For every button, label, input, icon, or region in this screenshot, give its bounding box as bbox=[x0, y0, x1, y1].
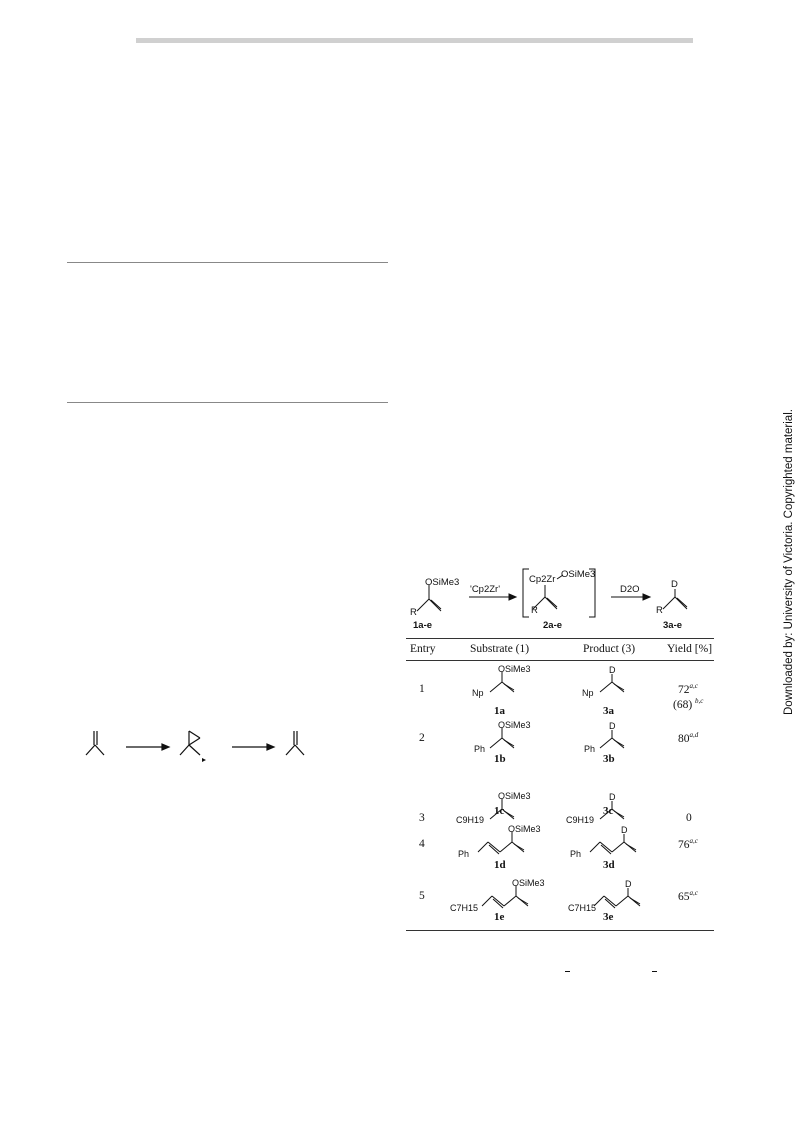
row3-product-label: 3c bbox=[603, 805, 614, 817]
inter-group: OSiMe3 bbox=[561, 569, 596, 580]
copyright-side-note: Downloaded by: University of Victoria. Copyrighted material. bbox=[783, 409, 795, 715]
row5-substrate-label: 1e bbox=[494, 911, 505, 923]
row3-entry: 3 bbox=[419, 812, 425, 824]
product-r: R bbox=[656, 605, 663, 616]
inter-r: R bbox=[531, 605, 538, 616]
product-d: D bbox=[671, 579, 678, 590]
row1-prod-d: D bbox=[609, 665, 616, 675]
row4-sub-group: OSiMe3 bbox=[508, 824, 541, 834]
table-rule-header bbox=[406, 660, 714, 661]
row3-prod-r: C9H19 bbox=[566, 815, 595, 825]
row5-entry: 5 bbox=[419, 890, 425, 902]
row3-yield: 0 bbox=[686, 812, 692, 824]
row2-product-label: 3b bbox=[603, 753, 615, 765]
row4-substrate-label: 1d bbox=[494, 859, 506, 871]
row3-substrate-label: 1c bbox=[494, 805, 505, 817]
reaction-scheme bbox=[405, 565, 725, 635]
start-r: R bbox=[410, 607, 417, 618]
row4-product-label: 3d bbox=[603, 859, 615, 871]
label-product: 3a-e bbox=[663, 620, 683, 631]
left-rule-top bbox=[67, 262, 388, 263]
row1-yield: 72$^{a,c}$ bbox=[678, 682, 698, 696]
left-rule-bottom bbox=[67, 402, 388, 403]
header-bar bbox=[136, 38, 693, 43]
row5-prod-r: C7H15 bbox=[568, 903, 597, 913]
row2-sub-r: Ph bbox=[474, 744, 486, 754]
footnote-mark-1 bbox=[565, 971, 570, 972]
row4-entry: 4 bbox=[419, 838, 425, 850]
row4-sub-r: Ph bbox=[458, 849, 470, 859]
header-substrate: Substrate (1) bbox=[470, 643, 530, 655]
table-structures bbox=[406, 662, 716, 930]
row2-prod-r: Ph bbox=[584, 744, 596, 754]
row3-sub-group: OSiMe3 bbox=[498, 791, 531, 801]
header-entry: Entry bbox=[410, 643, 436, 655]
row5-yield: 65$^{a,c}$ bbox=[678, 889, 698, 903]
row1-product-label: 3a bbox=[603, 705, 614, 717]
reagent-2: D2O bbox=[620, 584, 640, 595]
row5-product-label: 3e bbox=[603, 911, 614, 923]
header-yield: Yield [%] bbox=[667, 643, 713, 655]
table-rule-top bbox=[406, 638, 714, 639]
row4-prod-d: D bbox=[621, 825, 628, 835]
start-group: OSiMe3 bbox=[425, 577, 460, 588]
table-rule-bottom bbox=[406, 930, 714, 931]
row1-yield-2: (68) $^{b,c}$ bbox=[673, 697, 704, 711]
row2-sub-group: OSiMe3 bbox=[498, 720, 531, 730]
row2-yield: 80$^{a,d}$ bbox=[678, 731, 699, 745]
row2-substrate-label: 1b bbox=[494, 753, 506, 765]
row1-substrate-label: 1a bbox=[494, 705, 505, 717]
row4-prod-r: Ph bbox=[570, 849, 582, 859]
row2-prod-d: D bbox=[609, 721, 616, 731]
row5-sub-r: C7H15 bbox=[450, 903, 479, 913]
label-start: 1a-e bbox=[413, 620, 433, 631]
row5-sub-group: OSiMe3 bbox=[512, 878, 545, 888]
inter-metal: Cp2Zr bbox=[529, 574, 556, 585]
row3-prod-d: D bbox=[609, 792, 616, 802]
reagent-1: 'Cp2Zr' bbox=[470, 584, 501, 595]
row2-entry: 2 bbox=[419, 732, 425, 744]
row5-prod-d: D bbox=[625, 879, 632, 889]
row1-sub-group: OSiMe3 bbox=[498, 664, 531, 674]
row4-yield: 76$^{a,c}$ bbox=[678, 837, 698, 851]
row1-entry: 1 bbox=[419, 683, 425, 695]
row3-sub-r: C9H19 bbox=[456, 815, 485, 825]
header-product: Product (3) bbox=[583, 643, 636, 655]
row1-sub-r: Np bbox=[472, 688, 484, 698]
label-inter: 2a-e bbox=[543, 620, 563, 631]
left-mini-scheme bbox=[70, 725, 320, 775]
row1-prod-r: Np bbox=[582, 688, 594, 698]
footnote-mark-2 bbox=[652, 971, 657, 972]
